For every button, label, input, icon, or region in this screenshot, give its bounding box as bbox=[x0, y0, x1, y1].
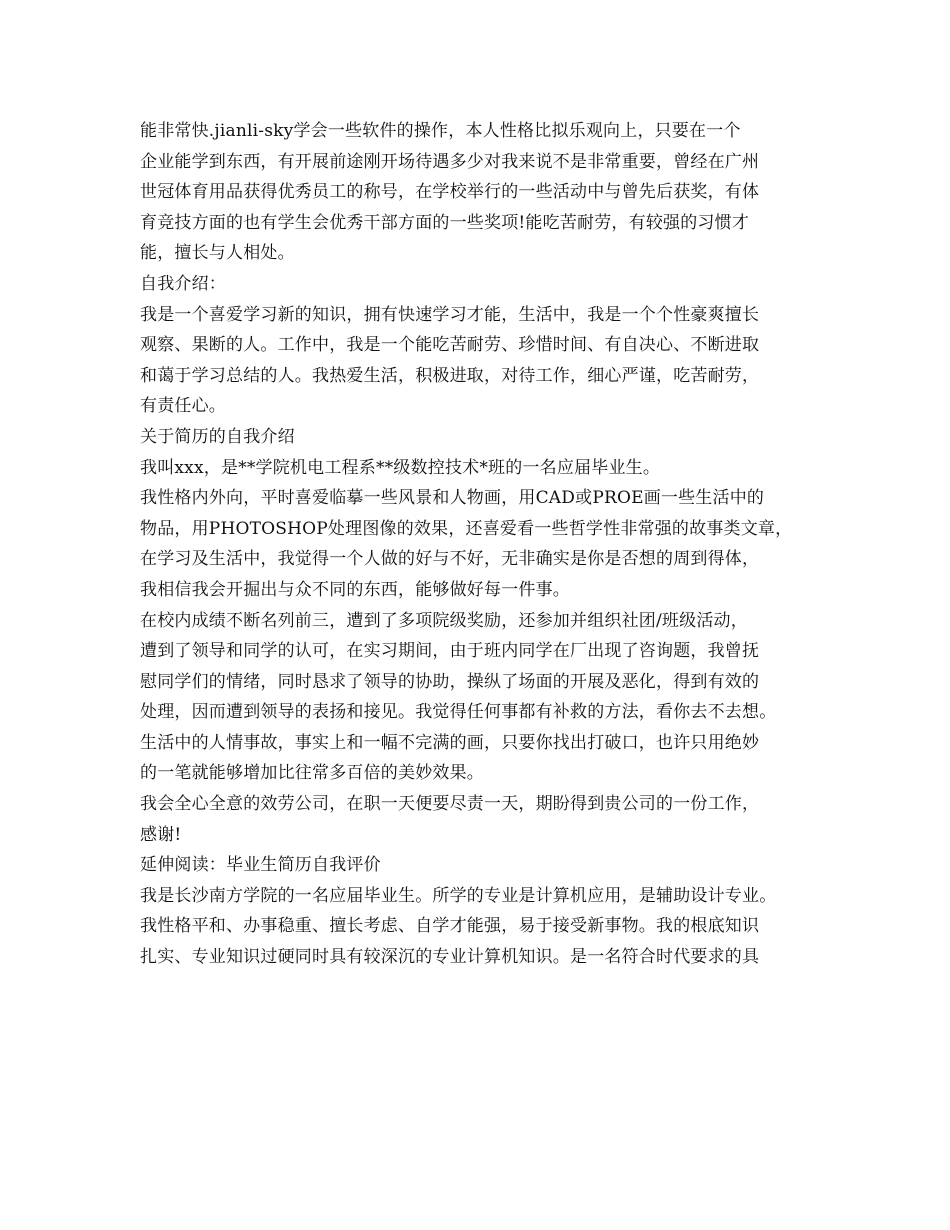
text-line: 我性格平和、办事稳重、擅长考虑、自学才能强，易于接受新事物。我的根底知识 bbox=[140, 916, 760, 937]
text-line: 感谢! bbox=[140, 824, 182, 845]
text-line: 扎实、专业知识过硬同时具有较深沉的专业计算机知识。是一名符合时代要求的具 bbox=[140, 947, 760, 968]
text-line: 我叫xxx，是**学院机电工程系**级数控技术*班的一名应届毕业生。 bbox=[140, 457, 661, 478]
text-line: 我是长沙南方学院的一名应届毕业生。所学的专业是计算机应用，是辅助设计专业。 bbox=[140, 885, 777, 906]
text-line: 能非常快.jianli-sky学会一些软件的操作，本人性格比拟乐观向上，只要在一个 bbox=[140, 121, 741, 141]
text-line: 世冠体育用品获得优秀员工的称号，在学校举行的一些活动中与曾先后获奖，有体 bbox=[140, 182, 760, 203]
text-line: 我会全心全意的效劳公司，在职一天便要尽责一天，期盼得到贵公司的一份工作， bbox=[140, 794, 760, 815]
text-line: 育竞技方面的也有学生会优秀干部方面的一些奖项!能吃苦耐劳，有较强的习惯才 bbox=[140, 212, 750, 233]
text-line: 遭到了领导和同学的认可，在实习期间，由于班内同学在厂出现了咨询题，我曾抚 bbox=[140, 641, 760, 662]
text-line: 我是一个喜爱学习新的知识，拥有快速学习才能，生活中，我是一个个性豪爽擅长 bbox=[140, 304, 760, 325]
text-line: 我相信我会开掘出与众不同的东西，能够做好每一件事。 bbox=[140, 579, 570, 600]
text-line: 我性格内外向，平时喜爱临摹一些风景和人物画，用CAD或PROE画一些生活中的 bbox=[140, 488, 765, 509]
text-line: 慰同学们的情绪，同时恳求了领导的协助，操纵了场面的开展及恶化，得到有效的 bbox=[140, 671, 760, 692]
text-line: 在校内成绩不断名列前三，遭到了多项院级奖励，还参加并组织社团/班级活动， bbox=[140, 610, 748, 631]
document-body bbox=[140, 116, 840, 973]
text-line: 生活中的人情事故，事实上和一幅不完满的画，只要你找出打破口，也许只用绝妙 bbox=[140, 732, 760, 753]
section-heading-self-intro: 自我介绍： bbox=[140, 273, 226, 294]
text-line: 物品，用PHOTOSHOP处理图像的效果，还喜爱看一些哲学性非常强的故事类文章， bbox=[140, 518, 793, 539]
text-line: 企业能学到东西，有开展前途刚开场待遇多少对我来说不是非常重要，曾经在广州 bbox=[140, 151, 760, 172]
text-line: 观察、果断的人。工作中，我是一个能吃苦耐劳、珍惜时间、有自决心、不断进取 bbox=[140, 335, 760, 356]
text-line: 处理，因而遭到领导的表扬和接见。我觉得任何事都有补救的方法，看你去不去想。 bbox=[140, 702, 777, 723]
text-line: 有责任心。 bbox=[140, 396, 226, 417]
text-line: 能，擅长与人相处。 bbox=[140, 243, 295, 264]
section-heading-resume-intro: 关于简历的自我介绍 bbox=[140, 426, 295, 447]
text-line: 在学习及生活中，我觉得一个人做的好与不好，无非确实是你是否想的周到得体， bbox=[140, 549, 760, 570]
text-line: 的一笔就能够增加比往常多百倍的美妙效果。 bbox=[140, 763, 484, 784]
text-line: 和蔼于学习总结的人。我热爱生活，积极进取，对待工作，细心严谨，吃苦耐劳， bbox=[140, 365, 760, 386]
section-heading-further-reading: 延伸阅读：毕业生简历自我评价 bbox=[140, 855, 381, 876]
